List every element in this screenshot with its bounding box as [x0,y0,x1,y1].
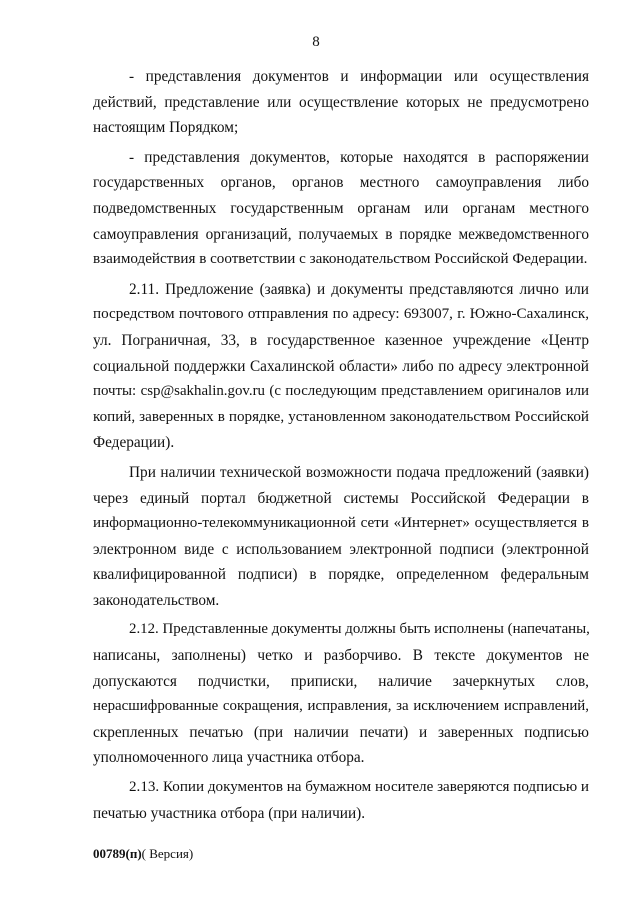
paragraph [93,277,589,456]
text-line: действий, представление или осуществление которых не предусмотрено [93,93,589,111]
text-line: государственных органов, органов местного самоуправления либо [93,174,589,192]
document-code: 00789(п) [93,846,142,861]
paragraph [93,64,589,141]
paragraph [93,775,589,826]
paragraph [93,145,589,273]
text-line: квалифицированной подписи) в порядке, определенном федеральным [93,566,589,584]
text-line: 2.11. Предложение (заявка) и документы представляются лично или [129,280,589,298]
text-line: написаны, заполнены) четко и разборчиво. В тексте документов не [93,647,589,665]
text-line: взаимодействия в соответствии с законодательством Российской Федерации. [93,251,588,268]
text-line: законодательством. [93,591,220,609]
paragraph [93,460,589,614]
text-line: нерасшифрованные сокращения, исправления, за исключением исправлений, [93,698,589,715]
text-line: скрепленных печатью (при наличии печати) и заверенных подписью [93,723,589,741]
text-line: 2.12. Представленные документы должны быть исполнены (напечатаны, [129,621,590,638]
text-line: Федерации). [93,434,175,452]
text-line: печатью участника отбора (при наличии). [93,804,366,822]
text-line: допускаются подчистки, приписки, наличие зачеркнутых слов, [93,672,589,690]
text-line: электронном виде с использованием электронной подписи (электронной [93,540,589,558]
text-line: При наличии технической возможности подача предложений (заявки) [129,463,589,481]
text-line: 2.13. Копии документов на бумажном носителе заверяются подписью и [129,779,589,796]
text-line: самоуправления организаций, получаемых в порядке межведомственного [93,225,589,243]
text-line: копий, заверенных в порядке, установленном законодательством Российской [93,408,589,425]
text-line: ул. Пограничная, 33, в государственное казенное учреждение «Центр [93,331,589,349]
text-line: настоящим Порядком; [93,119,239,137]
text-line: - представления документов, которые находятся в распоряжении [129,148,589,166]
text-line: - представления документов и информации или осуществления [129,68,589,85]
paragraph [93,617,589,771]
text-line: почты: csp@sakhalin.gov.ru (с последующим представлением оригиналов или [93,383,589,400]
document-footer [93,846,193,862]
document-body [93,64,589,826]
page-number: 8 [312,34,320,50]
text-line: подведомственных государственным органам или органам местного [93,199,589,217]
document-version: ( Версия) [141,846,194,861]
text-line: уполномоченного лица участника отбора. [93,749,365,767]
text-line: социальной поддержки Сахалинской области» либо по адресу электронной [93,357,589,375]
text-line: через единый портал бюджетной системы Российской Федерации в [93,489,589,507]
text-line: информационно-телекоммуникационной сети «Интернет» осуществляется в [93,515,589,532]
text-line: посредством почтового отправления по адресу: 693007, г. Южно-Сахалинск, [93,306,589,323]
